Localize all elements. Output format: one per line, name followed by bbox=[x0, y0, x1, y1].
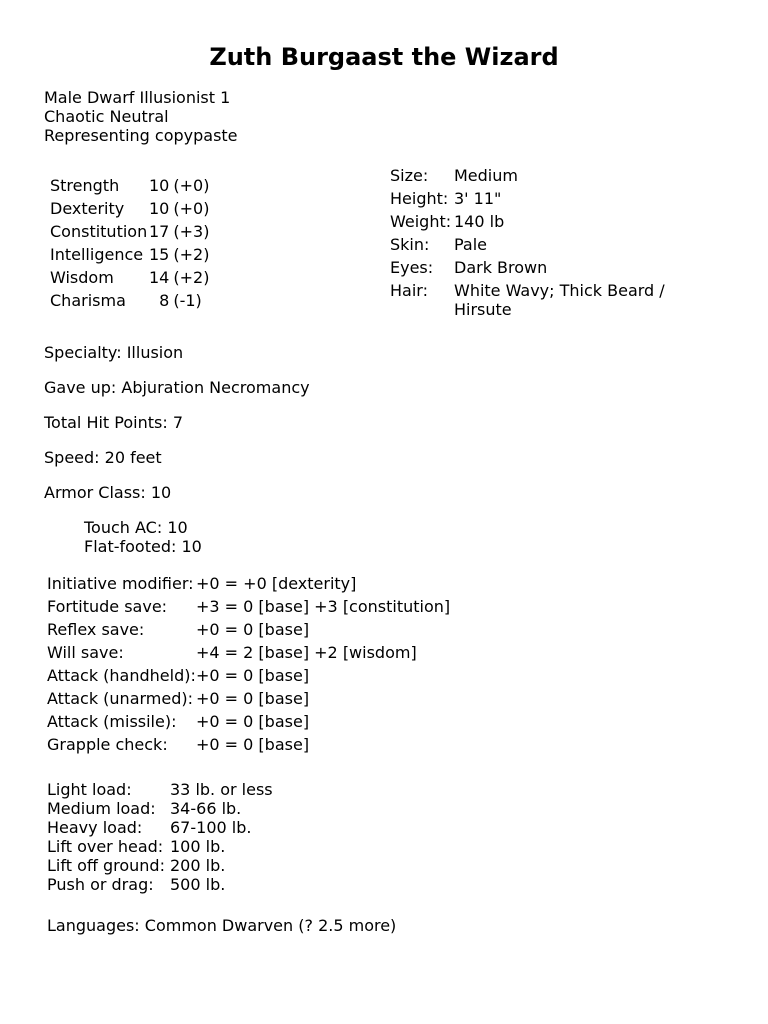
load-label: Push or drag: bbox=[47, 875, 154, 894]
trait-row bbox=[390, 166, 684, 189]
ability-name: Intelligence bbox=[50, 245, 144, 264]
hit-points-text: Total Hit Points: 7 bbox=[44, 413, 184, 432]
ability-row bbox=[50, 267, 209, 290]
trait-label: Eyes: bbox=[390, 258, 434, 277]
physical-traits-table bbox=[390, 166, 684, 323]
load-value: 34-66 lb. bbox=[170, 799, 242, 818]
touch-ac-text: Touch AC: 10 bbox=[84, 518, 188, 537]
trait-label: Height: bbox=[390, 189, 449, 208]
ability-name: Strength bbox=[50, 176, 120, 195]
languages-text: Languages: Common Dwarven (? 2.5 more) bbox=[47, 916, 397, 935]
carrying-capacity-table bbox=[47, 780, 273, 894]
combat-label: Attack (unarmed): bbox=[47, 689, 194, 708]
trait-row bbox=[390, 235, 684, 258]
trait-value: 140 lb bbox=[454, 212, 505, 231]
trait-row bbox=[390, 281, 684, 323]
ability-score: 10 bbox=[149, 199, 170, 218]
ability-score: 14 bbox=[149, 268, 170, 287]
ability-row bbox=[50, 221, 209, 244]
combat-row bbox=[47, 688, 450, 711]
combat-value: +0 = +0 [dexterity] bbox=[196, 574, 357, 593]
representing-text: Representing copypaste bbox=[44, 126, 238, 145]
combat-value: +0 = 0 [base] bbox=[196, 620, 310, 639]
load-value: 200 lb. bbox=[170, 856, 226, 875]
ability-name: Constitution bbox=[50, 222, 148, 241]
load-row bbox=[47, 799, 273, 818]
combat-label: Attack (missile): bbox=[47, 712, 177, 731]
trait-value: White Wavy; Thick Beard / Hirsute bbox=[454, 281, 665, 319]
load-label: Heavy load: bbox=[47, 818, 143, 837]
ability-modifier: (-1) bbox=[173, 291, 202, 310]
combat-row bbox=[47, 711, 450, 734]
combat-row bbox=[47, 642, 450, 665]
ability-modifier: (+2) bbox=[173, 268, 210, 287]
load-label: Lift over head: bbox=[47, 837, 164, 856]
ability-row bbox=[50, 198, 209, 221]
load-value: 100 lb. bbox=[170, 837, 226, 856]
trait-label: Hair: bbox=[390, 281, 428, 300]
specialty-text: Specialty: Illusion bbox=[44, 343, 184, 362]
ability-modifier: (+0) bbox=[173, 199, 210, 218]
ac-details bbox=[84, 518, 202, 556]
trait-label: Size: bbox=[390, 166, 429, 185]
combat-label: Reflex save: bbox=[47, 620, 145, 639]
ability-name: Wisdom bbox=[50, 268, 114, 287]
ability-row bbox=[50, 290, 209, 313]
trait-row bbox=[390, 212, 684, 235]
alignment-text: Chaotic Neutral bbox=[44, 107, 169, 126]
load-label: Medium load: bbox=[47, 799, 156, 818]
trait-value: Dark Brown bbox=[454, 258, 548, 277]
ability-row bbox=[50, 244, 209, 267]
gave-up-text: Gave up: Abjuration Necromancy bbox=[44, 378, 310, 397]
ability-scores-table bbox=[50, 175, 209, 313]
load-row bbox=[47, 856, 273, 875]
combat-value: +0 = 0 [base] bbox=[196, 735, 310, 754]
trait-value: Pale bbox=[454, 235, 488, 254]
load-value: 67-100 lb. bbox=[170, 818, 252, 837]
combat-value: +0 = 0 [base] bbox=[196, 666, 310, 685]
combat-row bbox=[47, 734, 450, 757]
combat-row bbox=[47, 573, 450, 596]
load-row bbox=[47, 780, 273, 799]
ability-score: 8 bbox=[159, 291, 170, 310]
ability-score: 17 bbox=[149, 222, 170, 241]
ability-score: 15 bbox=[149, 245, 170, 264]
ability-row bbox=[50, 175, 209, 198]
trait-row bbox=[390, 189, 684, 212]
load-value: 33 lb. or less bbox=[170, 780, 273, 799]
combat-label: Initiative modifier: bbox=[47, 574, 194, 593]
ability-modifier: (+0) bbox=[173, 176, 210, 195]
combat-value: +0 = 0 [base] bbox=[196, 712, 310, 731]
load-row bbox=[47, 875, 273, 894]
ability-modifier: (+3) bbox=[173, 222, 210, 241]
combat-row bbox=[47, 596, 450, 619]
character-summary bbox=[44, 88, 238, 145]
ability-score: 10 bbox=[149, 176, 170, 195]
trait-label: Weight: bbox=[390, 212, 452, 231]
combat-row bbox=[47, 619, 450, 642]
trait-label: Skin: bbox=[390, 235, 430, 254]
combat-label: Fortitude save: bbox=[47, 597, 168, 616]
race-class-text: Male Dwarf Illusionist 1 bbox=[44, 88, 231, 107]
combat-stats-table bbox=[47, 573, 450, 757]
armor-class-text: Armor Class: 10 bbox=[44, 483, 172, 502]
load-label: Light load: bbox=[47, 780, 132, 799]
trait-row bbox=[390, 258, 684, 281]
ability-name: Dexterity bbox=[50, 199, 125, 218]
speed-text: Speed: 20 feet bbox=[44, 448, 162, 467]
combat-label: Grapple check: bbox=[47, 735, 168, 754]
trait-value: Medium bbox=[454, 166, 518, 185]
flat-footed-text: Flat-footed: 10 bbox=[84, 537, 202, 556]
load-row bbox=[47, 818, 273, 837]
combat-label: Attack (handheld): bbox=[47, 666, 196, 685]
combat-label: Will save: bbox=[47, 643, 124, 662]
combat-value: +3 = 0 [base] +3 [constitution] bbox=[196, 597, 451, 616]
load-row bbox=[47, 837, 273, 856]
combat-value: +4 = 2 [base] +2 [wisdom] bbox=[196, 643, 417, 662]
ability-modifier: (+2) bbox=[173, 245, 210, 264]
load-value: 500 lb. bbox=[170, 875, 226, 894]
load-label: Lift off ground: bbox=[47, 856, 165, 875]
trait-value: 3' 11" bbox=[454, 189, 502, 208]
ability-name: Charisma bbox=[50, 291, 126, 310]
combat-row bbox=[47, 665, 450, 688]
combat-value: +0 = 0 [base] bbox=[196, 689, 310, 708]
page-title: Zuth Burgaast the Wizard bbox=[209, 43, 559, 71]
